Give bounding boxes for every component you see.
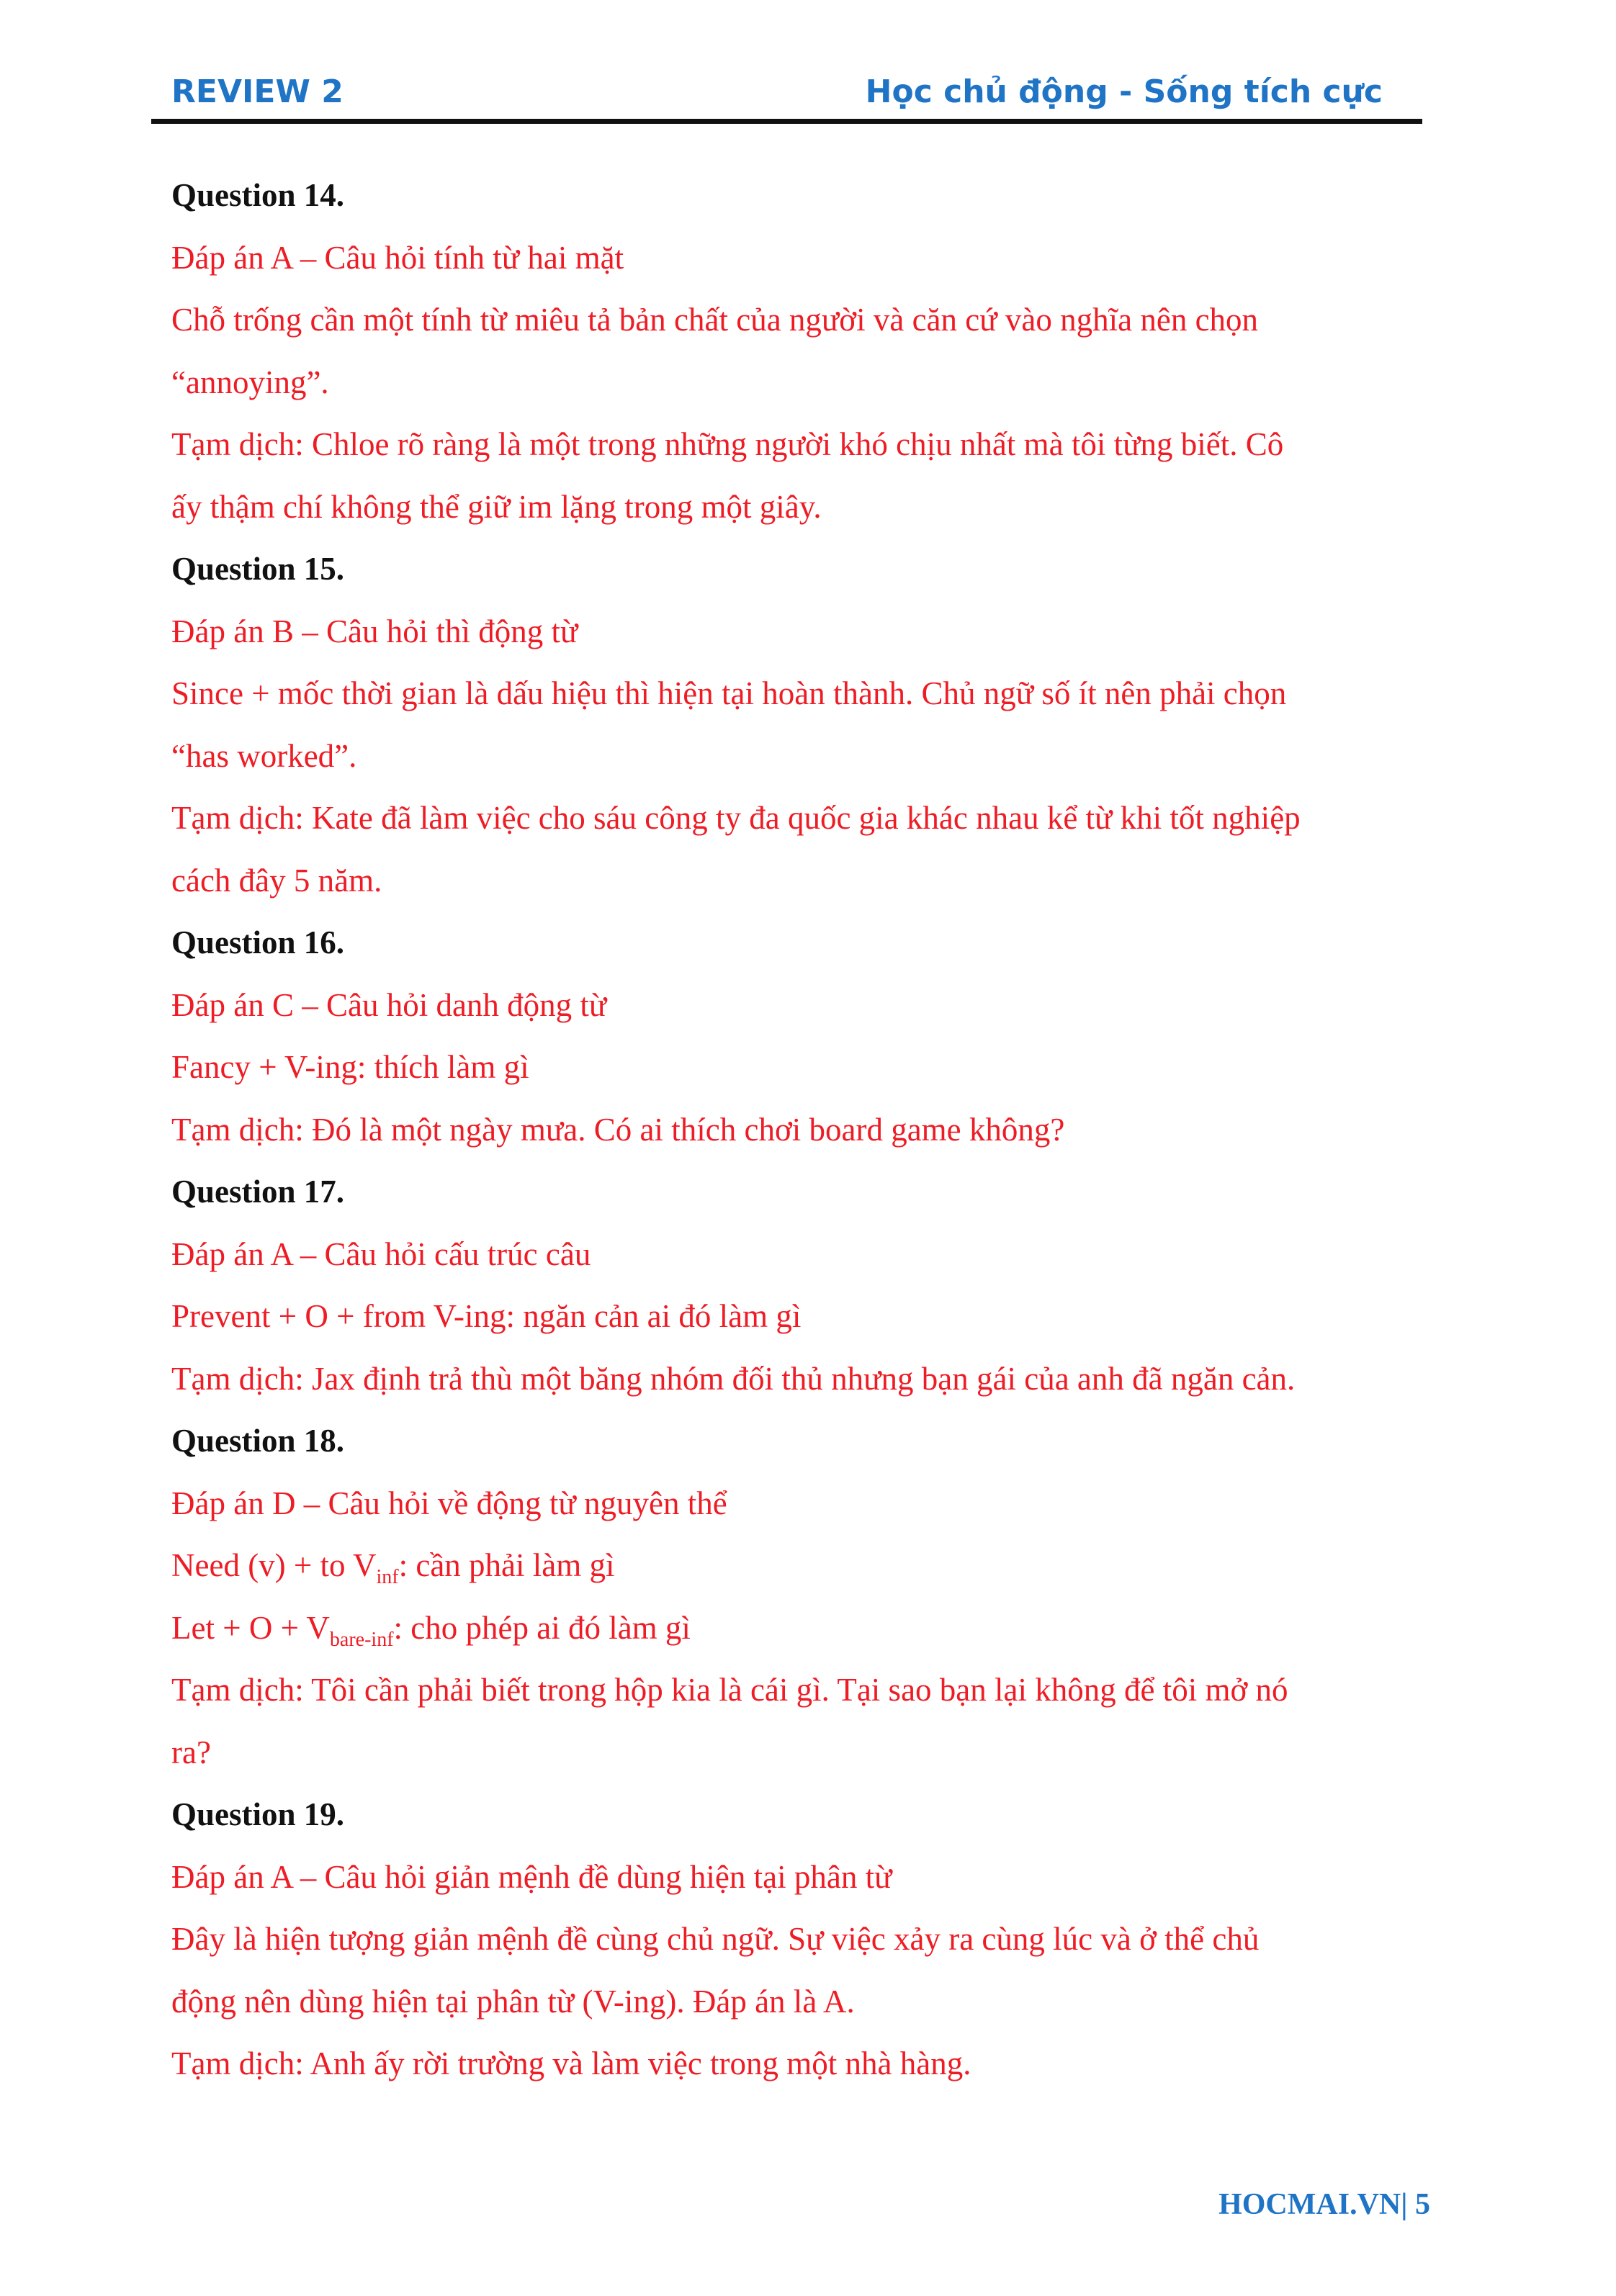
question-14-title: Question 14. xyxy=(171,177,345,213)
question-16-answer: Đáp án C – Câu hỏi danh động từ xyxy=(171,986,607,1023)
question-17-explanation: Prevent + O + from V-ing: ngăn cản ai đó làm gì xyxy=(171,1298,802,1334)
question-19-explanation-cont: động nên dùng hiện tại phân từ (V-ing). Đáp án là A. xyxy=(171,1983,855,2020)
page-header xyxy=(171,71,1383,121)
question-15-explanation-cont: “has worked”. xyxy=(171,737,357,774)
header-review-title: REVIEW 2 xyxy=(171,73,344,110)
question-14-answer: Đáp án A – Câu hỏi tính từ hai mặt xyxy=(171,239,624,276)
question-15-translation: Tạm dịch: Kate đã làm việc cho sáu công ty đa quốc gia khác nhau kể từ khi tốt nghiệp xyxy=(171,800,1301,836)
need-rule-prefix: Need (v) + to V xyxy=(171,1547,377,1583)
let-rule-prefix: Let + O + V xyxy=(171,1609,330,1646)
question-18-let-rule xyxy=(171,1597,1410,1660)
question-19-answer: Đáp án A – Câu hỏi giản mệnh đề dùng hiện tại phân từ xyxy=(171,1858,892,1895)
question-17-translation: Tạm dịch: Jax định trả thù một băng nhóm đối thủ nhưng bạn gái của anh đã ngăn cản. xyxy=(171,1360,1296,1397)
let-rule-subscript: bare-inf xyxy=(329,1628,394,1651)
question-18-need-rule xyxy=(171,1534,1410,1597)
need-rule-meaning: : cần phải làm gì xyxy=(398,1547,615,1583)
question-14-translation: Tạm dịch: Chloe rõ ràng là một trong những người khó chịu nhất mà tôi từng biết. Cô xyxy=(171,426,1284,462)
question-18-answer: Đáp án D – Câu hỏi về động từ nguyên thể xyxy=(171,1485,727,1521)
question-18-translation: Tạm dịch: Tôi cần phải biết trong hộp kia là cái gì. Tại sao bạn lại không để tôi mở nó xyxy=(171,1672,1288,1708)
question-19-translation: Tạm dịch: Anh ấy rời trường và làm việc trong một nhà hàng. xyxy=(171,2045,971,2081)
question-14-explanation: Chỗ trống cần một tính từ miêu tả bản chất của người và căn cứ vào nghĩa nên chọn xyxy=(171,302,1259,338)
question-19-title: Question 19. xyxy=(171,1796,345,1832)
question-15-answer: Đáp án B – Câu hỏi thì động từ xyxy=(171,613,578,649)
page-footer: HOCMAI.VN| 5 xyxy=(1218,2188,1430,2221)
question-18-title: Question 18. xyxy=(171,1423,345,1459)
question-16-title: Question 16. xyxy=(171,924,345,960)
question-15-translation-cont: cách đây 5 năm. xyxy=(171,862,382,899)
header-slogan: Học chủ động - Sống tích cực xyxy=(865,73,1383,110)
let-rule-meaning: : cho phép ai đó làm gì xyxy=(393,1609,691,1646)
need-rule-subscript: inf xyxy=(376,1566,399,1588)
question-16-translation: Tạm dịch: Đó là một ngày mưa. Có ai thích chơi board game không? xyxy=(171,1111,1065,1148)
question-15-title: Question 15. xyxy=(171,551,345,587)
question-14-translation-cont: ấy thậm chí không thể giữ im lặng trong một giây. xyxy=(171,488,822,525)
question-16-explanation: Fancy + V-ing: thích làm gì xyxy=(171,1049,529,1085)
question-19-explanation: Đây là hiện tượng giản mệnh đề cùng chủ ngữ. Sự việc xảy ra cùng lúc và ở thể chủ xyxy=(171,1921,1260,1957)
question-17-answer: Đáp án A – Câu hỏi cấu trúc câu xyxy=(171,1235,591,1272)
question-14-explanation-cont: “annoying”. xyxy=(171,364,329,400)
question-15-explanation: Since + mốc thời gian là dấu hiệu thì hiện tại hoàn thành. Chủ ngữ số ít nên phải chọn xyxy=(171,675,1287,711)
answer-key-content xyxy=(171,164,1410,2095)
question-17-title: Question 17. xyxy=(171,1174,345,1210)
header-divider xyxy=(151,119,1422,124)
question-18-translation-cont: ra? xyxy=(171,1734,211,1770)
